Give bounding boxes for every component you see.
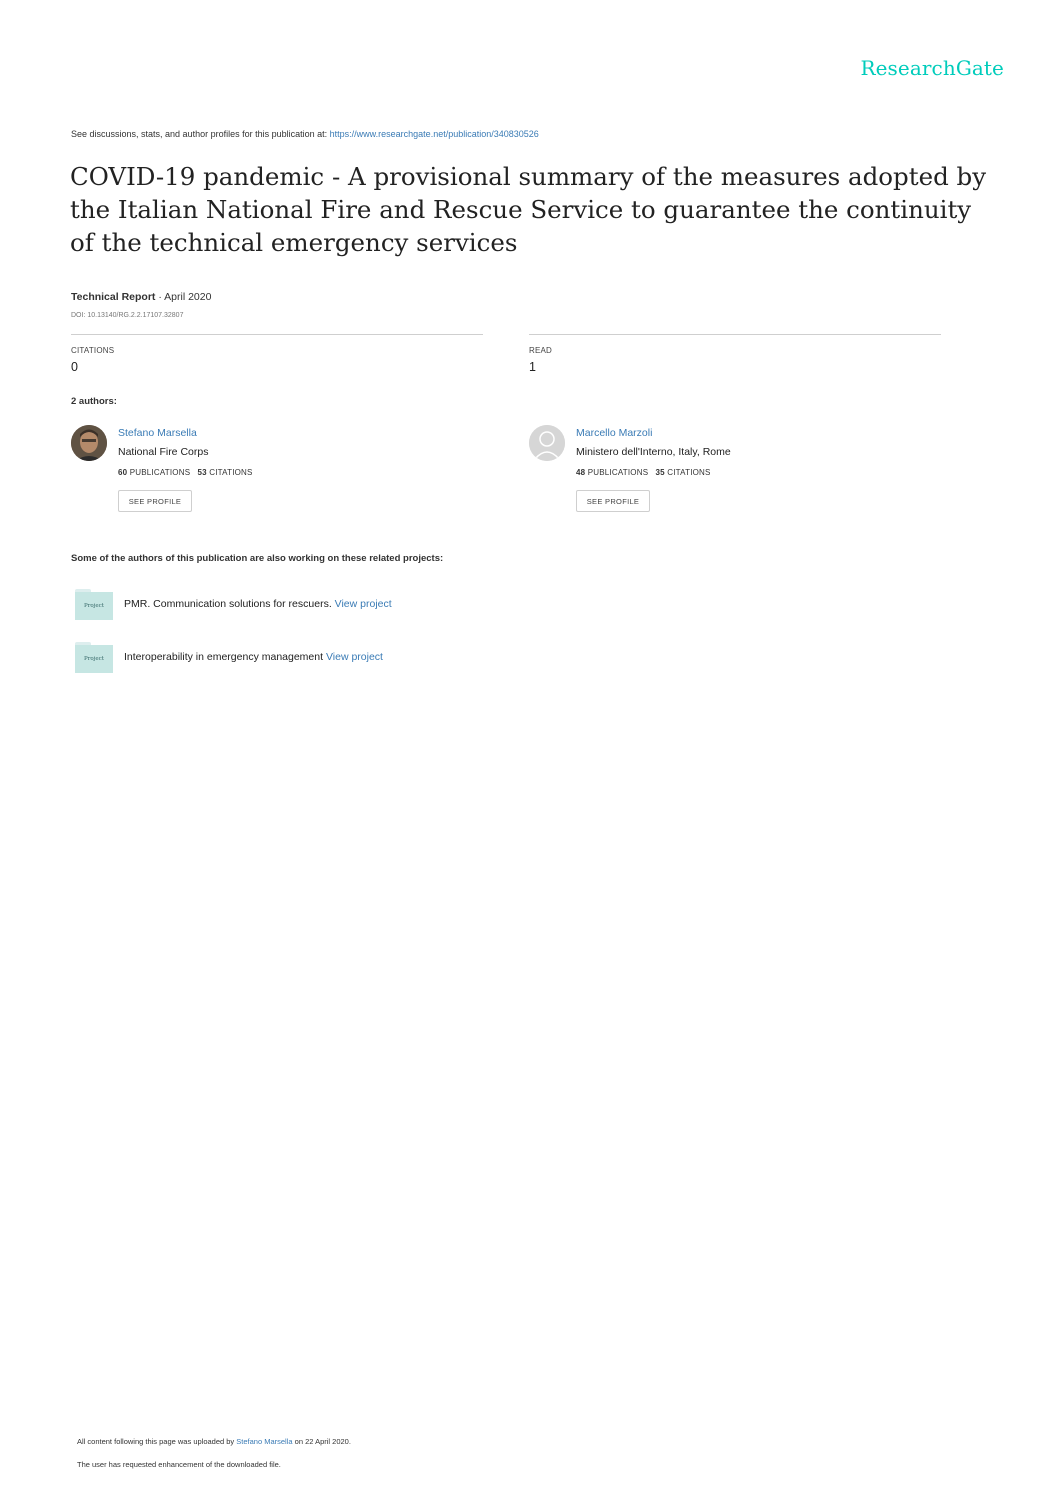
- upload-suffix: on 22 April 2020.: [292, 1437, 351, 1446]
- author-avatar[interactable]: [529, 425, 565, 461]
- upload-prefix: All content following this page was uploaded by: [77, 1437, 237, 1446]
- project-description: [124, 651, 383, 663]
- authors-count-label: 2 authors:: [71, 396, 117, 407]
- related-projects-label: Some of the authors of this publication are also working on these related projects:: [71, 553, 444, 564]
- publication-type-line: [71, 291, 211, 303]
- see-discussions-text: See discussions, stats, and author profiles for this publication at:: [71, 129, 330, 139]
- author-stats: [576, 468, 711, 477]
- researchgate-logo[interactable]: ResearchGate: [860, 56, 1004, 80]
- author-citations-label: CITATIONS: [667, 468, 711, 477]
- author-citations-label: CITATIONS: [209, 468, 253, 477]
- folder-body: Project: [75, 592, 113, 620]
- author-publications-count: 60: [118, 468, 128, 477]
- author-publications-label: PUBLICATIONS: [129, 468, 191, 477]
- see-profile-button[interactable]: SEE PROFILE: [576, 490, 650, 512]
- publication-type: Technical Report: [71, 291, 156, 303]
- author-card: [529, 425, 929, 520]
- publication-title: COVID-19 pandemic - A provisional summary of the measures adopted by the Italian National Fire and Rescue Service to guarantee the continuity of the technical emergency services: [70, 162, 987, 257]
- author-publications-label: PUBLICATIONS: [587, 468, 649, 477]
- author-institution: National Fire Corps: [118, 446, 209, 458]
- reads-label: READ: [529, 346, 553, 355]
- project-title: PMR. Communication solutions for rescuers.: [124, 598, 335, 610]
- person-photo-icon: [71, 425, 107, 461]
- project-item: [75, 642, 575, 676]
- author-publications-count: 48: [576, 468, 586, 477]
- reads-divider: [529, 334, 941, 335]
- upload-info: [77, 1437, 351, 1446]
- author-institution: Ministero dell'Interno, Italy, Rome: [576, 446, 731, 458]
- author-stats: [118, 468, 253, 477]
- publication-doi: DOI: 10.13140/RG.2.2.17107.32807: [71, 312, 184, 319]
- author-card: [71, 425, 471, 520]
- folder-body: Project: [75, 645, 113, 673]
- project-title: Interoperability in emergency management: [124, 651, 326, 663]
- see-profile-button[interactable]: SEE PROFILE: [118, 490, 192, 512]
- citations-divider: [71, 334, 483, 335]
- author-name-link[interactable]: Stefano Marsella: [118, 427, 197, 439]
- citations-value: 0: [71, 360, 78, 374]
- publication-url-link[interactable]: https://www.researchgate.net/publication/340830526: [329, 129, 539, 139]
- citations-label: CITATIONS: [71, 346, 115, 355]
- uploader-link[interactable]: Stefano Marsella: [236, 1437, 293, 1446]
- project-item: [75, 589, 575, 623]
- see-discussions-line: [71, 129, 539, 139]
- project-description: [124, 598, 392, 610]
- default-avatar-icon: [529, 425, 565, 461]
- project-folder-icon[interactable]: [75, 642, 113, 673]
- view-project-link[interactable]: View project: [334, 598, 392, 610]
- author-citations-count: 35: [655, 468, 665, 477]
- author-avatar[interactable]: [71, 425, 107, 461]
- project-folder-icon[interactable]: [75, 589, 113, 620]
- reads-value: 1: [529, 360, 536, 374]
- author-citations-count: 53: [197, 468, 207, 477]
- enhancement-note: The user has requested enhancement of the downloaded file.: [77, 1460, 281, 1469]
- view-project-link[interactable]: View project: [325, 651, 383, 663]
- publication-date: · April 2020: [155, 291, 212, 303]
- author-name-link[interactable]: Marcello Marzoli: [576, 427, 653, 439]
